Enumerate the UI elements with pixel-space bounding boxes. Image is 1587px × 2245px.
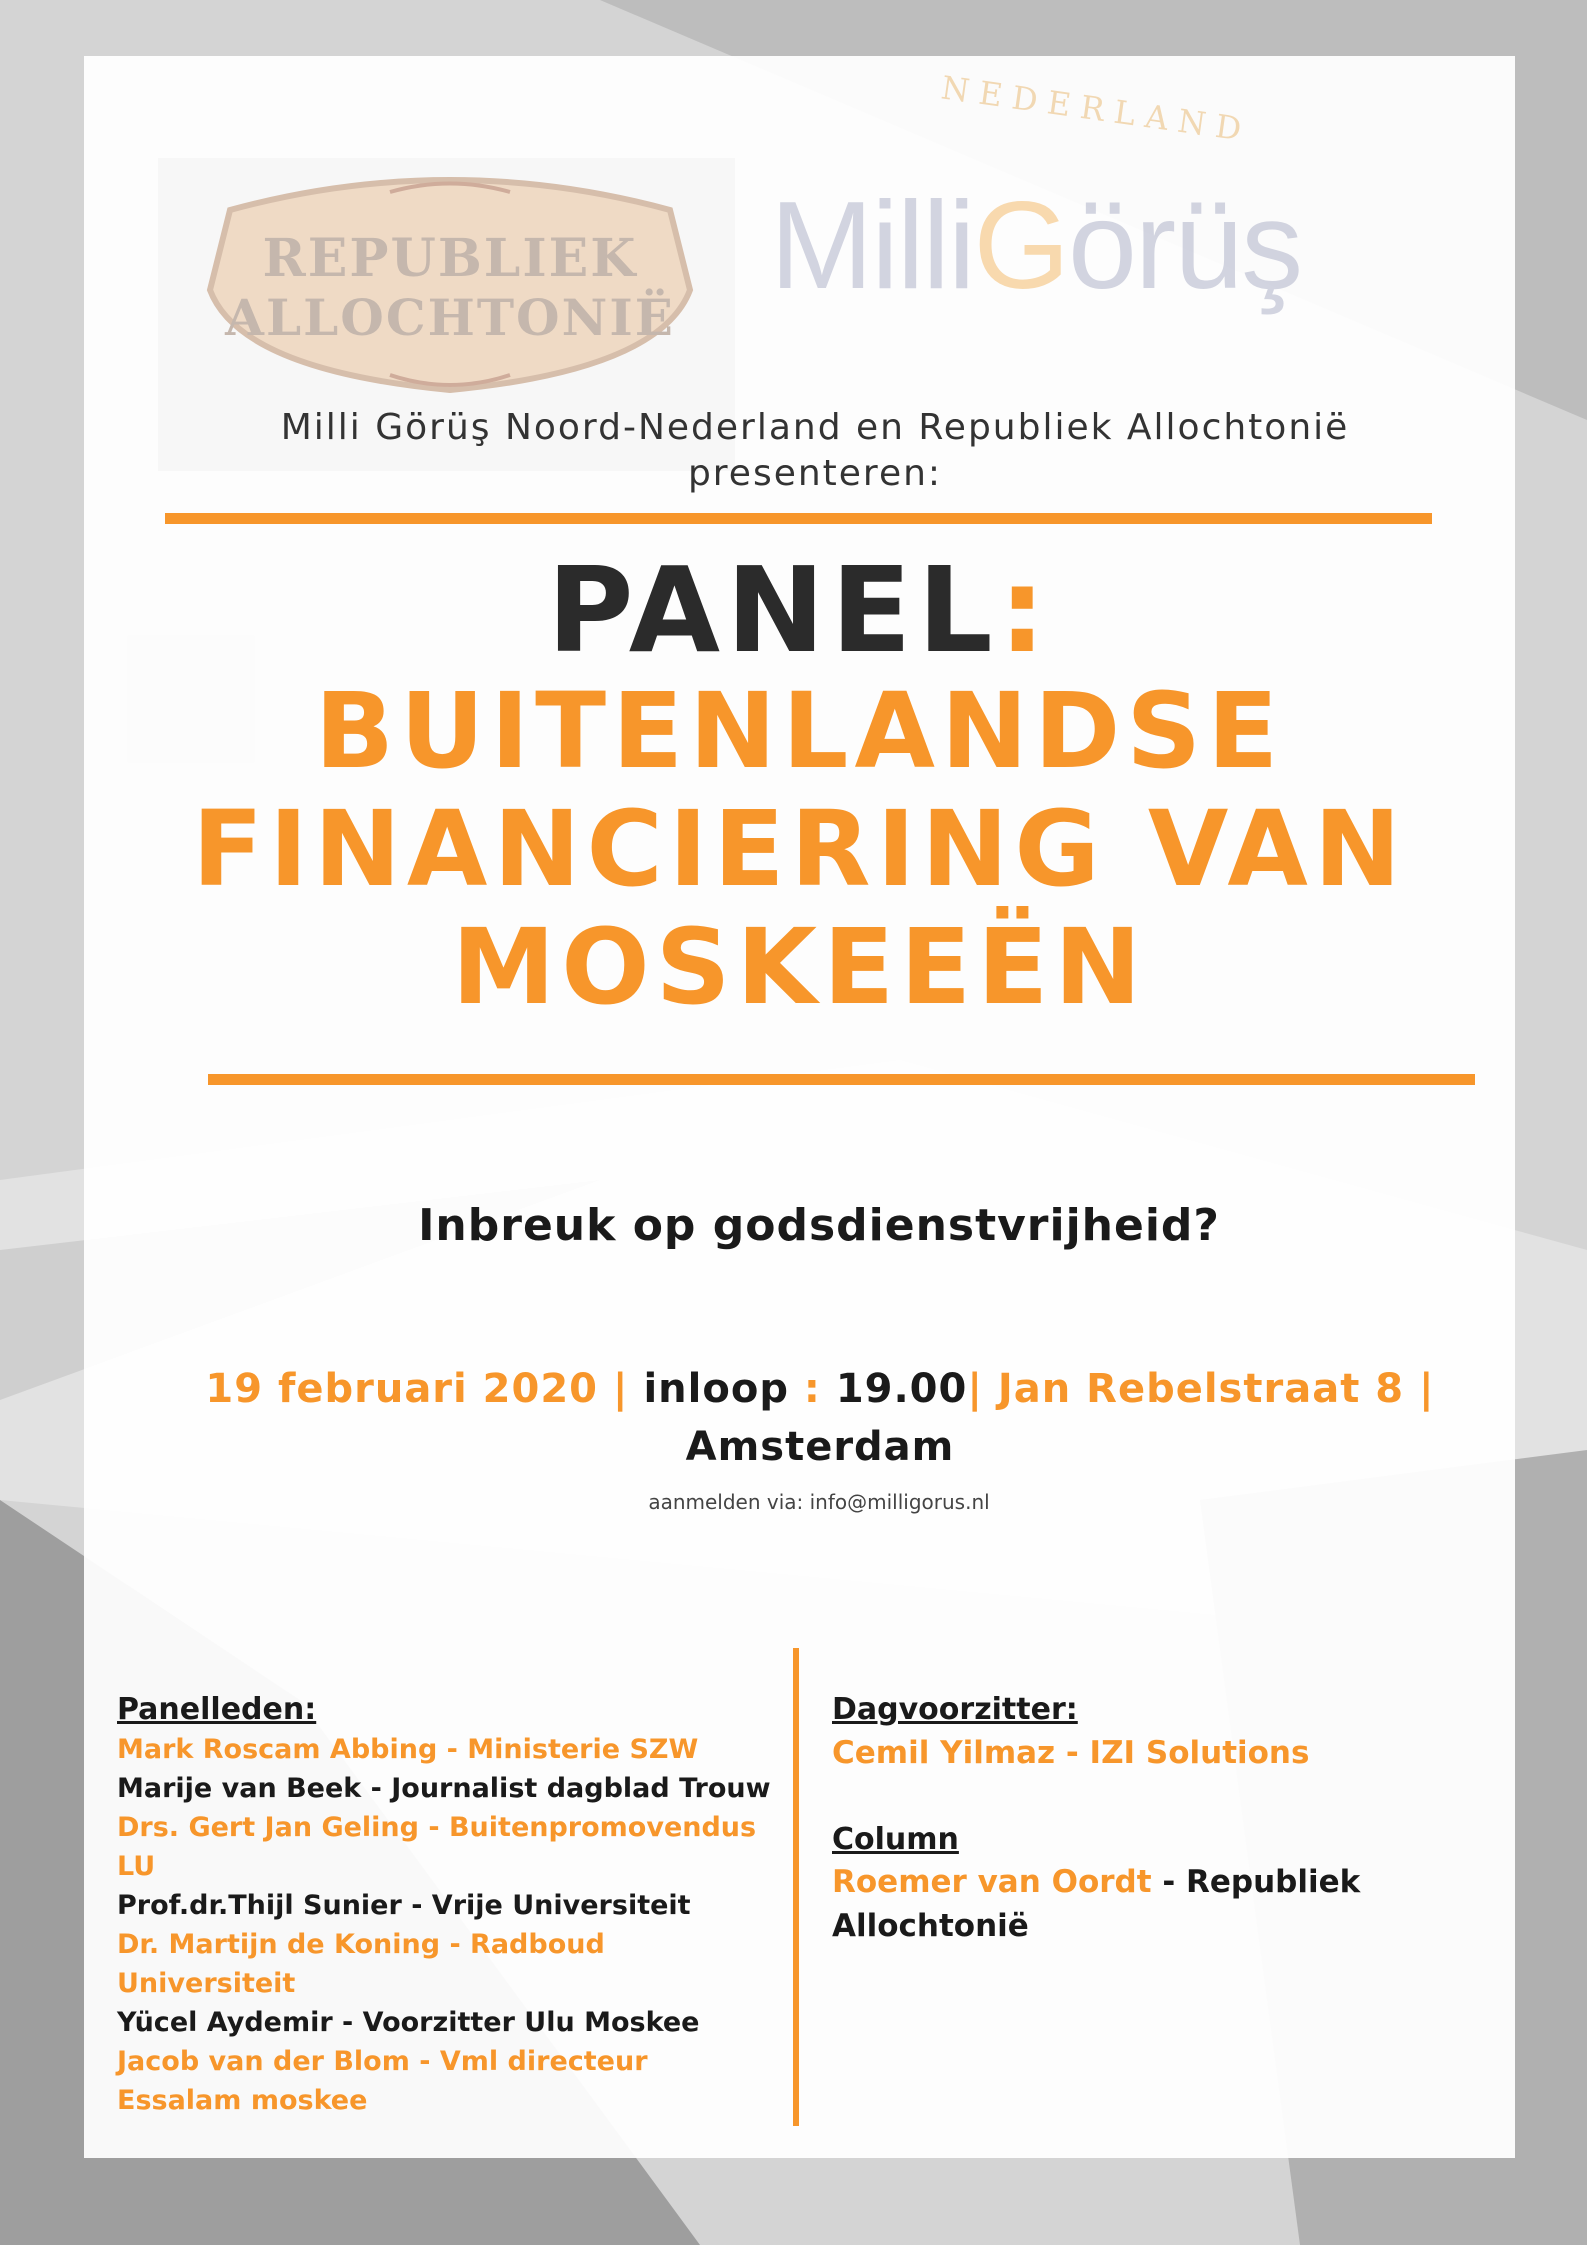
panel-member: Mark Roscam Abbing - Ministerie SZW [117,1734,699,1765]
milli-gorus-logo [760,70,1410,430]
event-inloop-colon: : [803,1366,836,1412]
panel-member: Jacob van der Blom - Vml directeur Essalam moskee [117,2046,648,2116]
column-name: Roemer van Oordt [832,1864,1152,1900]
event-details [200,1360,1440,1476]
milli-gorus-wordmark [770,175,1301,317]
dagvoorzitter-name: Cemil Yilmaz - IZI Solutions [832,1735,1310,1771]
panel-member: Prof.dr.Thijl Sunier - Vrije Universiteit [117,1890,691,1921]
column-details [832,1860,1432,1904]
panel-member: Marije van Beek - Journalist dagblad Trouw [117,1773,771,1804]
event-inloop-label: inloop [643,1366,804,1412]
intro-text [180,405,1450,497]
milli-gorus-arc-text: NEDERLAND [938,68,1254,150]
top-divider [165,513,1432,524]
republiek-logo-line2: ALLOCHTONIË [225,288,675,347]
title-panel-line [84,541,1515,679]
wordmark-suffix: örüş [1067,177,1302,315]
event-address: | Jan Rebelstraat 8 | [967,1366,1435,1412]
registration-info: aanmelden via: info@milligorus.nl [648,1490,990,1514]
title-line4: MOSKEEËN [451,906,1148,1028]
panel-member: Drs. Gert Jan Geling - Buitenpromovendus LU [117,1812,757,1882]
republiek-allochtonie-logo [190,170,710,400]
moderator-section [832,1690,1432,1948]
column-heading: Column [832,1822,959,1857]
panel-member: Dr. Martijn de Koning - Radboud Universiteit [117,1929,605,1999]
panelleden-section [117,1690,777,2120]
event-line1 [200,1360,1440,1418]
title-panel: PANEL [547,541,999,679]
title-line3: FINANCIERING VAN [192,788,1407,910]
column-separator: - Republiek [1151,1864,1361,1900]
wordmark-prefix: Milli [770,177,974,315]
wordmark-g: G [973,177,1068,315]
event-time: 19.00 [835,1366,968,1412]
event-city: Amsterdam [685,1424,955,1470]
title-colon: : [998,541,1052,679]
subtitle: Inbreuk op godsdienstvrijheid? [418,1200,1220,1251]
column-divider [793,1648,799,2126]
intro-line2: presenteren: [687,453,943,494]
column-org-line2: Allochtonië [832,1908,1029,1944]
dagvoorzitter-heading: Dagvoorzitter: [832,1692,1078,1727]
republiek-logo-line1: REPUBLIEK [262,228,638,289]
event-date: 19 februari 2020 | [205,1366,644,1412]
panelleden-heading: Panelleden: [117,1692,317,1727]
bottom-divider [208,1074,1475,1085]
title-line2: BUITENLANDSE [314,670,1285,792]
main-title [84,541,1515,1028]
intro-line1: Milli Görüş Noord-Nederland en Republiek Allochtonië [280,407,1350,448]
panel-member: Yücel Aydemir - Voorzitter Ulu Moskee [117,2007,700,2038]
